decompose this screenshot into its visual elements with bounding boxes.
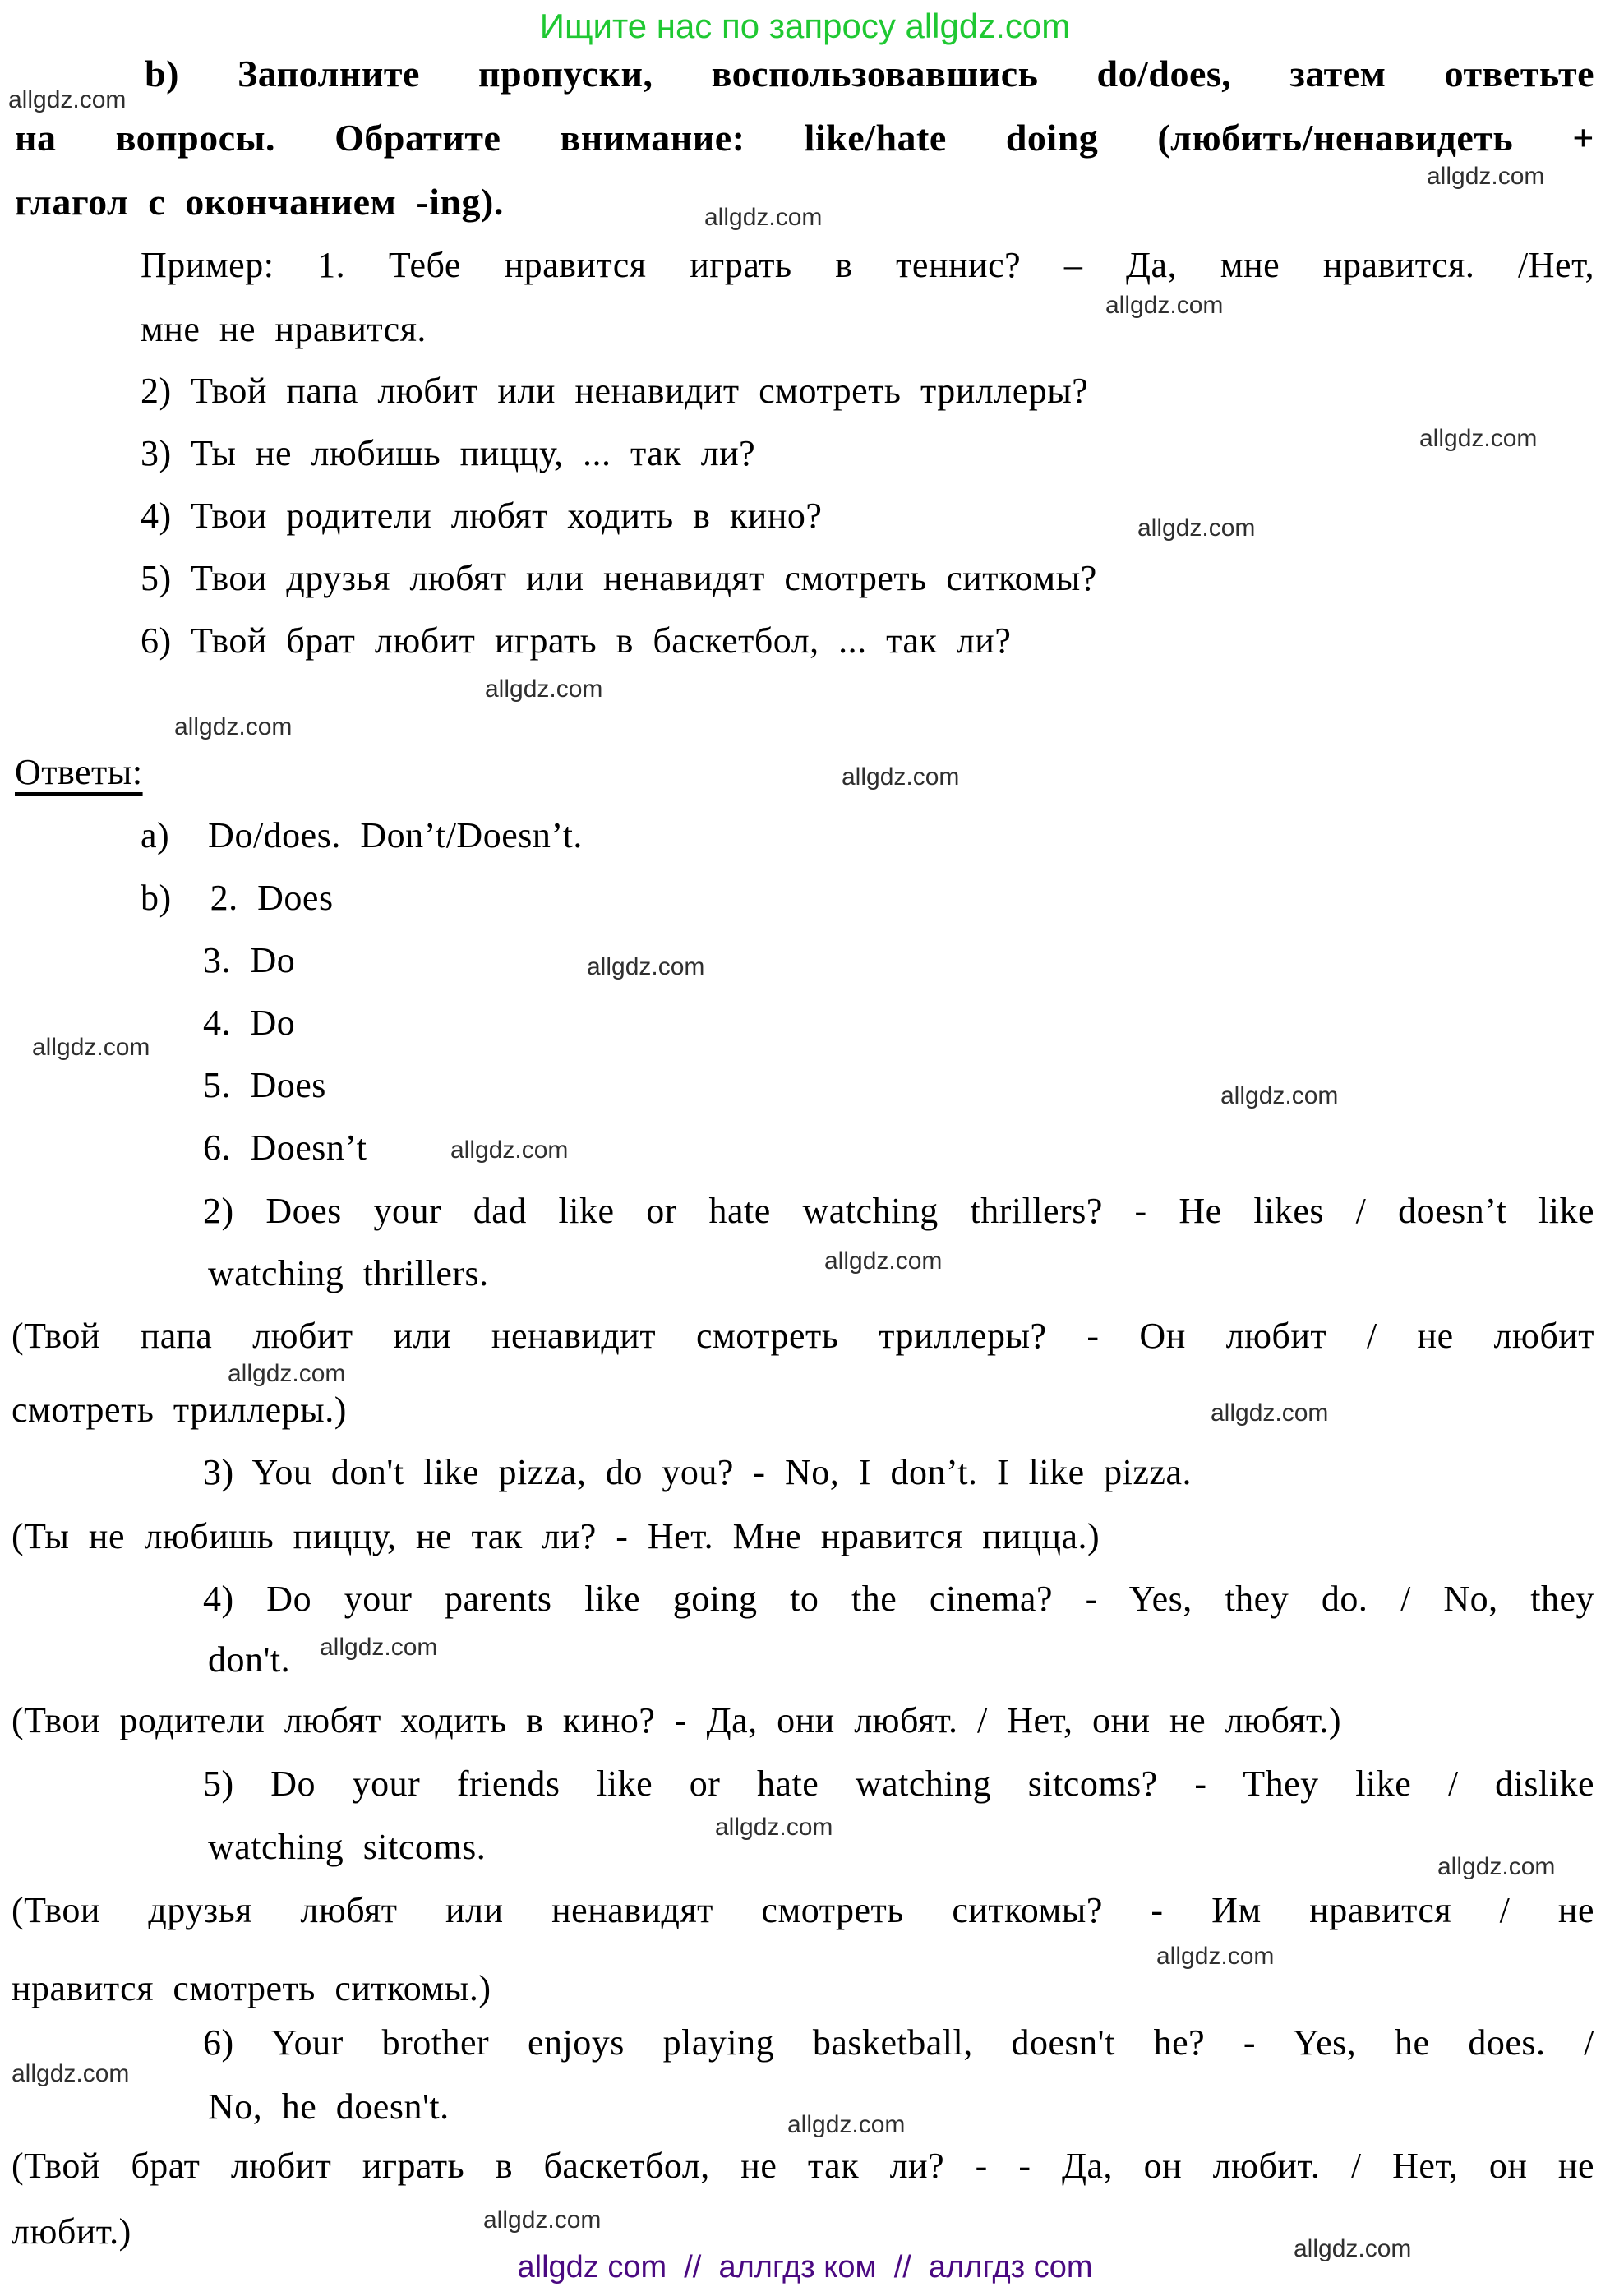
answer-short-b2: b) 2. Does xyxy=(141,878,334,918)
watermark: allgdz.com xyxy=(174,713,293,740)
task-heading-line-3: глагол с окончанием -ing). xyxy=(15,181,504,223)
watermark: allgdz.com xyxy=(842,763,960,791)
watermark: allgdz.com xyxy=(483,2206,602,2234)
answer-full-line: No, he doesn't. xyxy=(208,2086,450,2127)
example-line-1: Пример: 1. Тебе нравится играть в теннис? – Да, мне нравится. /Нет, xyxy=(141,245,1594,285)
watermark: allgdz.com xyxy=(1437,1853,1556,1880)
watermark: allgdz.com xyxy=(1419,425,1538,452)
answer-full-line: 3) You don't like pizza, do you? - No, I don’t. I like pizza. xyxy=(203,1452,1192,1492)
watermark: allgdz.com xyxy=(1211,1399,1329,1427)
watermark: allgdz.com xyxy=(704,204,823,231)
question-item-2: 2) Твой папа любит или ненавидит смотреть триллеры? xyxy=(141,371,1089,411)
answer-full-line: 4) Do your parents like going to the cinema? - Yes, they do. / No, they xyxy=(203,1579,1594,1619)
answer-full-line: смотреть триллеры.) xyxy=(12,1390,347,1430)
watermark: allgdz.com xyxy=(824,1247,943,1275)
watermark: allgdz.com xyxy=(1137,514,1256,542)
watermark: allgdz.com xyxy=(1427,163,1545,190)
answer-full-line: don't. xyxy=(208,1639,291,1680)
watermark: allgdz.com xyxy=(12,2060,130,2087)
question-item-3: 3) Ты не любишь пиццу, ... так ли? xyxy=(141,433,756,473)
answer-full-line: watching sitcoms. xyxy=(208,1827,487,1867)
answer-full-line: (Твои родители любят ходить в кино? - Да, они любят. / Нет, они не любят.) xyxy=(12,1700,1342,1740)
answer-full-line: (Твои друзья любят или ненавидят смотреть ситкомы? - Им нравится / не xyxy=(12,1890,1594,1930)
answers-heading: Ответы: xyxy=(15,752,143,792)
answer-full-line: (Твой брат любит играть в баскетбол, не так ли? - - Да, он любит. / Нет, он не xyxy=(12,2146,1594,2186)
watermark: allgdz.com xyxy=(1294,2235,1412,2262)
watermark: allgdz.com xyxy=(715,1814,833,1841)
answer-full-line: (Ты не любишь пиццу, не так ли? - Нет. Мне нравится пицца.) xyxy=(12,1516,1100,1556)
answer-full-line: (Твой папа любит или ненавидит смотреть триллеры? - Он любит / не любит xyxy=(12,1316,1594,1356)
question-item-4: 4) Твои родители любят ходить в кино? xyxy=(141,496,823,536)
answer-full-line: watching thrillers. xyxy=(208,1253,489,1293)
answer-short-a: a) Do/does. Don’t/Doesn’t. xyxy=(141,815,583,855)
answer-short-6: 6. Doesn’t xyxy=(203,1127,367,1168)
answer-full-line: 6) Your brother enjoys playing basketball, doesn't he? - Yes, he does. / xyxy=(203,2022,1594,2063)
watermark: allgdz.com xyxy=(320,1634,438,1661)
watermark: allgdz.com xyxy=(787,2111,906,2138)
watermark: allgdz.com xyxy=(8,86,127,113)
watermark: allgdz.com xyxy=(485,675,603,703)
answer-full-line: 5) Do your friends like or hate watching sitcoms? - They like / dislike xyxy=(203,1763,1594,1804)
watermark: allgdz.com xyxy=(1156,1943,1275,1970)
promo-banner: Ищите нас по запросу allgdz.com xyxy=(539,7,1071,45)
answer-short-5: 5. Does xyxy=(203,1065,326,1105)
task-heading-line-1: b) Заполните пропуски, воспользовавшись do/does, затем ответьте xyxy=(145,53,1594,95)
watermark: allgdz.com xyxy=(32,1034,150,1061)
watermark: allgdz.com xyxy=(228,1360,346,1387)
question-item-6: 6) Твой брат любит играть в баскетбол, ... так ли? xyxy=(141,620,1012,661)
watermark: allgdz.com xyxy=(587,953,705,980)
answer-full-line: нравится смотреть ситкомы.) xyxy=(12,1968,491,2008)
answer-short-4: 4. Do xyxy=(203,1003,296,1043)
example-line-2: мне не нравится. xyxy=(141,309,427,349)
watermark: allgdz.com xyxy=(450,1136,569,1164)
answer-full-line: 2) Does your dad like or hate watching thrillers? - He likes / doesn’t like xyxy=(203,1191,1594,1231)
question-item-5: 5) Твои друзья любят или ненавидят смотреть ситкомы? xyxy=(141,558,1097,598)
task-heading-line-2: на вопросы. Обратите внимание: like/hate doing (любить/ненавидеть + xyxy=(15,117,1594,159)
watermark: allgdz.com xyxy=(1105,292,1224,319)
watermark: allgdz.com xyxy=(1220,1082,1339,1109)
answer-full-line: любит.) xyxy=(12,2211,131,2252)
footer-line: allgdz com // аллгдз ком // аллгдз com xyxy=(517,2250,1093,2284)
answer-short-3: 3. Do xyxy=(203,940,296,980)
